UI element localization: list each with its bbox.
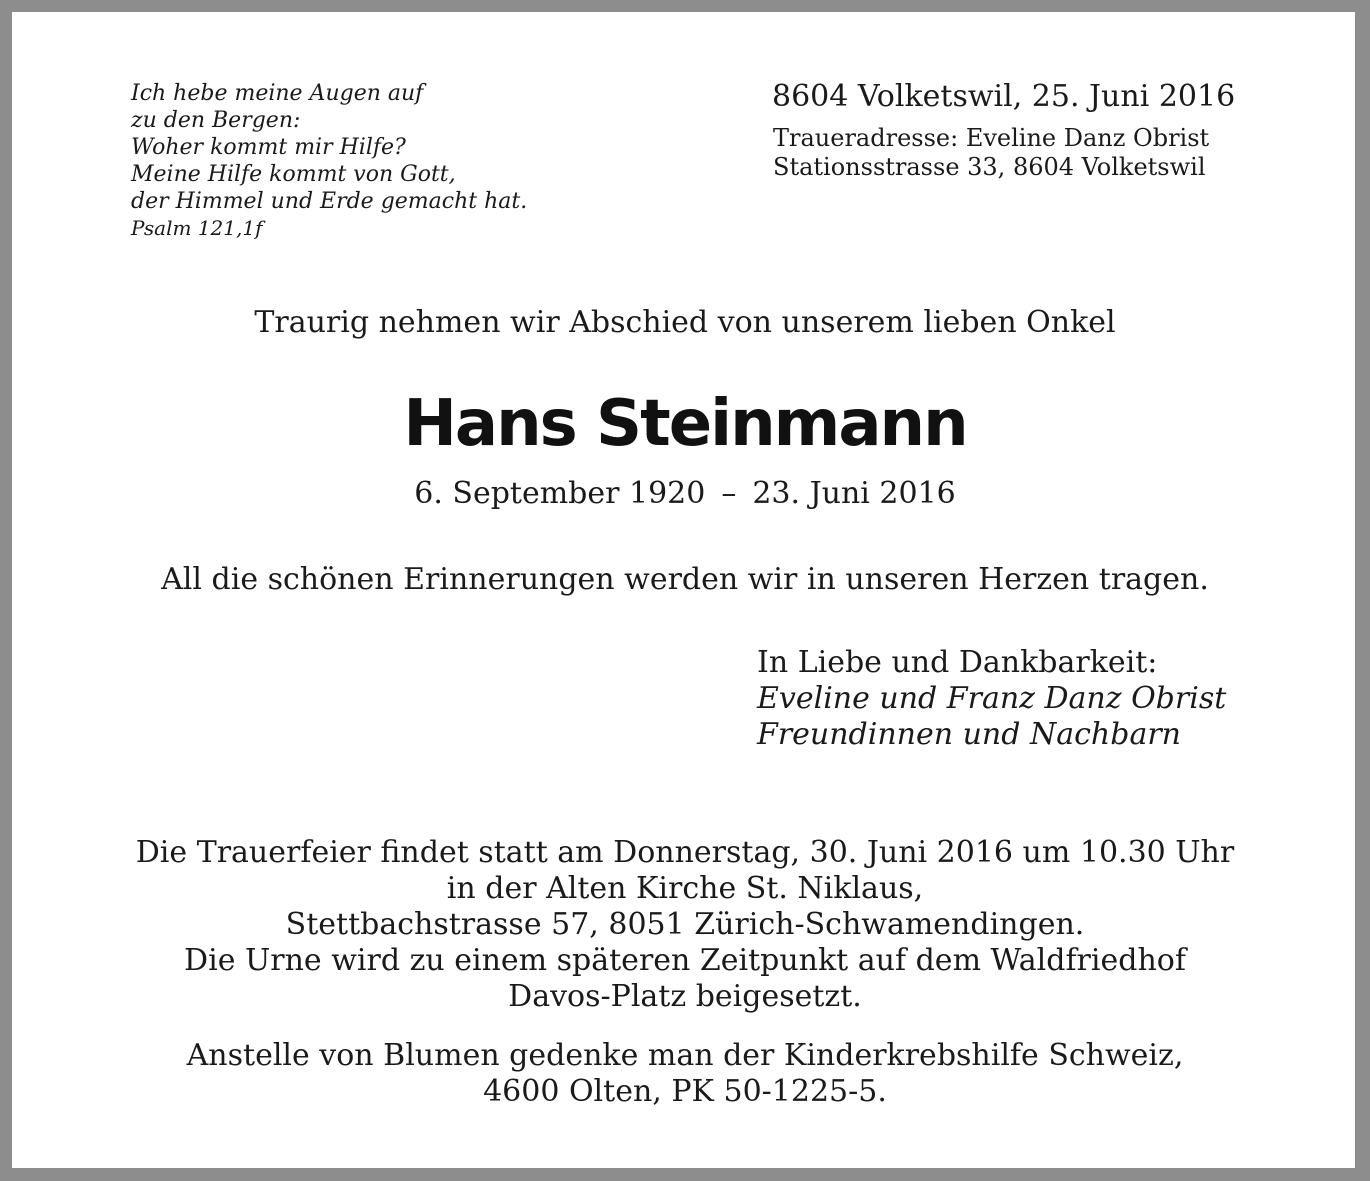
mourners-block <box>757 645 1317 753</box>
address-line: Stationsstrasse 33, 8604 Volketswil <box>773 153 1206 181</box>
verse-line: Meine Hilfe kommt von Gott, <box>131 162 456 187</box>
intro-text: Traurig nehmen wir Abschied von unserem lieben Onkel <box>254 305 1116 340</box>
bible-verse <box>131 80 601 242</box>
life-dates <box>0 474 1370 514</box>
verse-line: Ich hebe meine Augen auf <box>131 81 424 106</box>
donation-line: Anstelle von Blumen gedenke man der Kinderkrebshilfe Schweiz, <box>186 1038 1184 1073</box>
mourner-name: Eveline und Franz Danz Obrist <box>757 681 1227 716</box>
deceased-name: Hans Steinmann <box>403 387 967 461</box>
verse-line: zu den Bergen: <box>131 108 301 133</box>
memories-text: All die schönen Erinnerungen werden wir in unseren Herzen tragen. <box>161 562 1209 597</box>
mourner-name: Freundinnen und Nachbarn <box>757 717 1181 752</box>
address-line: Traueradresse: Eveline Danz Obrist <box>773 124 1210 152</box>
funeral-line: Die Trauerfeier findet statt am Donnerstag, 30. Juni 2016 um 10.30 Uhr <box>135 835 1235 870</box>
birth-date: 6. September 1920 <box>414 476 706 511</box>
funeral-line: Die Urne wird zu einem späteren Zeitpunkt auf dem Waldfriedhof <box>184 943 1186 978</box>
death-date: 23. Juni 2016 <box>752 476 956 511</box>
donation-line: 4600 Olten, PK 50-1225-5. <box>483 1074 887 1109</box>
place-date: 8604 Volketswil, 25. Juni 2016 <box>772 79 1236 114</box>
donation-info <box>0 1038 1370 1110</box>
verse-line: Woher kommt mir Hilfe? <box>131 135 406 160</box>
funeral-line: Davos-Platz beigesetzt. <box>508 979 862 1014</box>
mourning-address <box>773 124 1273 182</box>
mourners-heading: In Liebe und Dankbarkeit: <box>757 645 1158 680</box>
date-separator: – <box>721 476 737 511</box>
funeral-line: Stettbachstrasse 57, 8051 Zürich-Schwamendingen. <box>285 907 1085 942</box>
verse-reference: Psalm 121,1f <box>131 216 263 240</box>
verse-line: der Himmel und Erde gemacht hat. <box>131 189 528 214</box>
funeral-info <box>0 835 1370 1015</box>
funeral-line: in der Alten Kirche St. Niklaus, <box>446 871 924 906</box>
